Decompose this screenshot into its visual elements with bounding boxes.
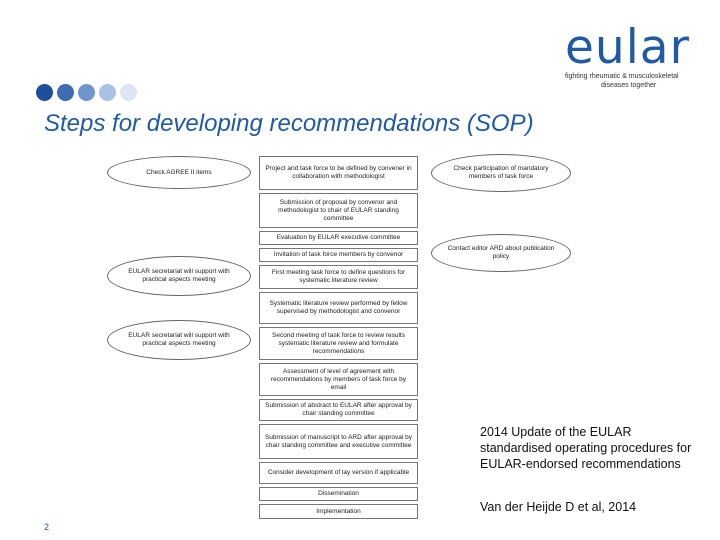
note-oval: Check AGREE II items <box>107 156 251 189</box>
flow-step: Consider development of lay version if applicable <box>259 462 418 484</box>
note-oval: Contact editor ARD about publication policy <box>431 234 571 272</box>
dot-4 <box>99 84 116 101</box>
flow-step: Evaluation by EULAR executive committee <box>259 231 418 245</box>
logo-tagline-2: diseases together <box>601 82 657 89</box>
eular-logo <box>565 20 705 90</box>
page-title: Steps for developing recommendations (SOP) <box>44 110 534 137</box>
flow-step: Systematic literature review performed by fellow supervised by methodologist and convenor <box>259 292 418 324</box>
dot-2 <box>57 84 74 101</box>
logo-tagline-1: fighting rheumatic & musculoskeletal <box>565 73 679 80</box>
note-oval: Check participation of mandatory members of task force <box>431 154 571 192</box>
page-number: 2 <box>44 522 50 532</box>
flow-step: Submission of manuscript to ARD after approval by chair standing committee and executive committee <box>259 424 418 459</box>
note-oval: EULAR secretariat will support with practical aspects meeting <box>107 256 251 296</box>
note-oval: EULAR secretariat will support with practical aspects meeting <box>107 320 251 360</box>
dot-1 <box>36 84 53 101</box>
dot-3 <box>78 84 95 101</box>
flow-step: Assessment of level of agreement with recommendations by members of task force by email <box>259 363 418 396</box>
flow-step: Dissemination <box>259 487 418 501</box>
flow-step: Invitation of task force members by convenor <box>259 248 418 262</box>
flow-step: Project and task force to be defined by convener in collaboration with methodologist <box>259 156 418 190</box>
logo-wordmark: eular <box>565 20 690 75</box>
flow-step: First meeting task force to define questions for systematic literature review <box>259 265 418 289</box>
flow-step: Submission of proposal by convenor and methodologist to chair of EULAR standing committee <box>259 193 418 228</box>
decorative-dots <box>36 84 137 101</box>
flow-step: Submission of abstract to EULAR after approval by chair standing committee <box>259 399 418 421</box>
citation: Van der Heijde D et al, 2014 <box>480 500 637 514</box>
flow-step: Implementation <box>259 504 418 519</box>
dot-5 <box>120 84 137 101</box>
flow-step: Second meeting of task force to review results systematic literature review and formulate recommendations <box>259 327 418 360</box>
figure-caption: 2014 Update of the EULAR standardised operating procedures for EULAR-endorsed recommendations <box>480 425 692 471</box>
